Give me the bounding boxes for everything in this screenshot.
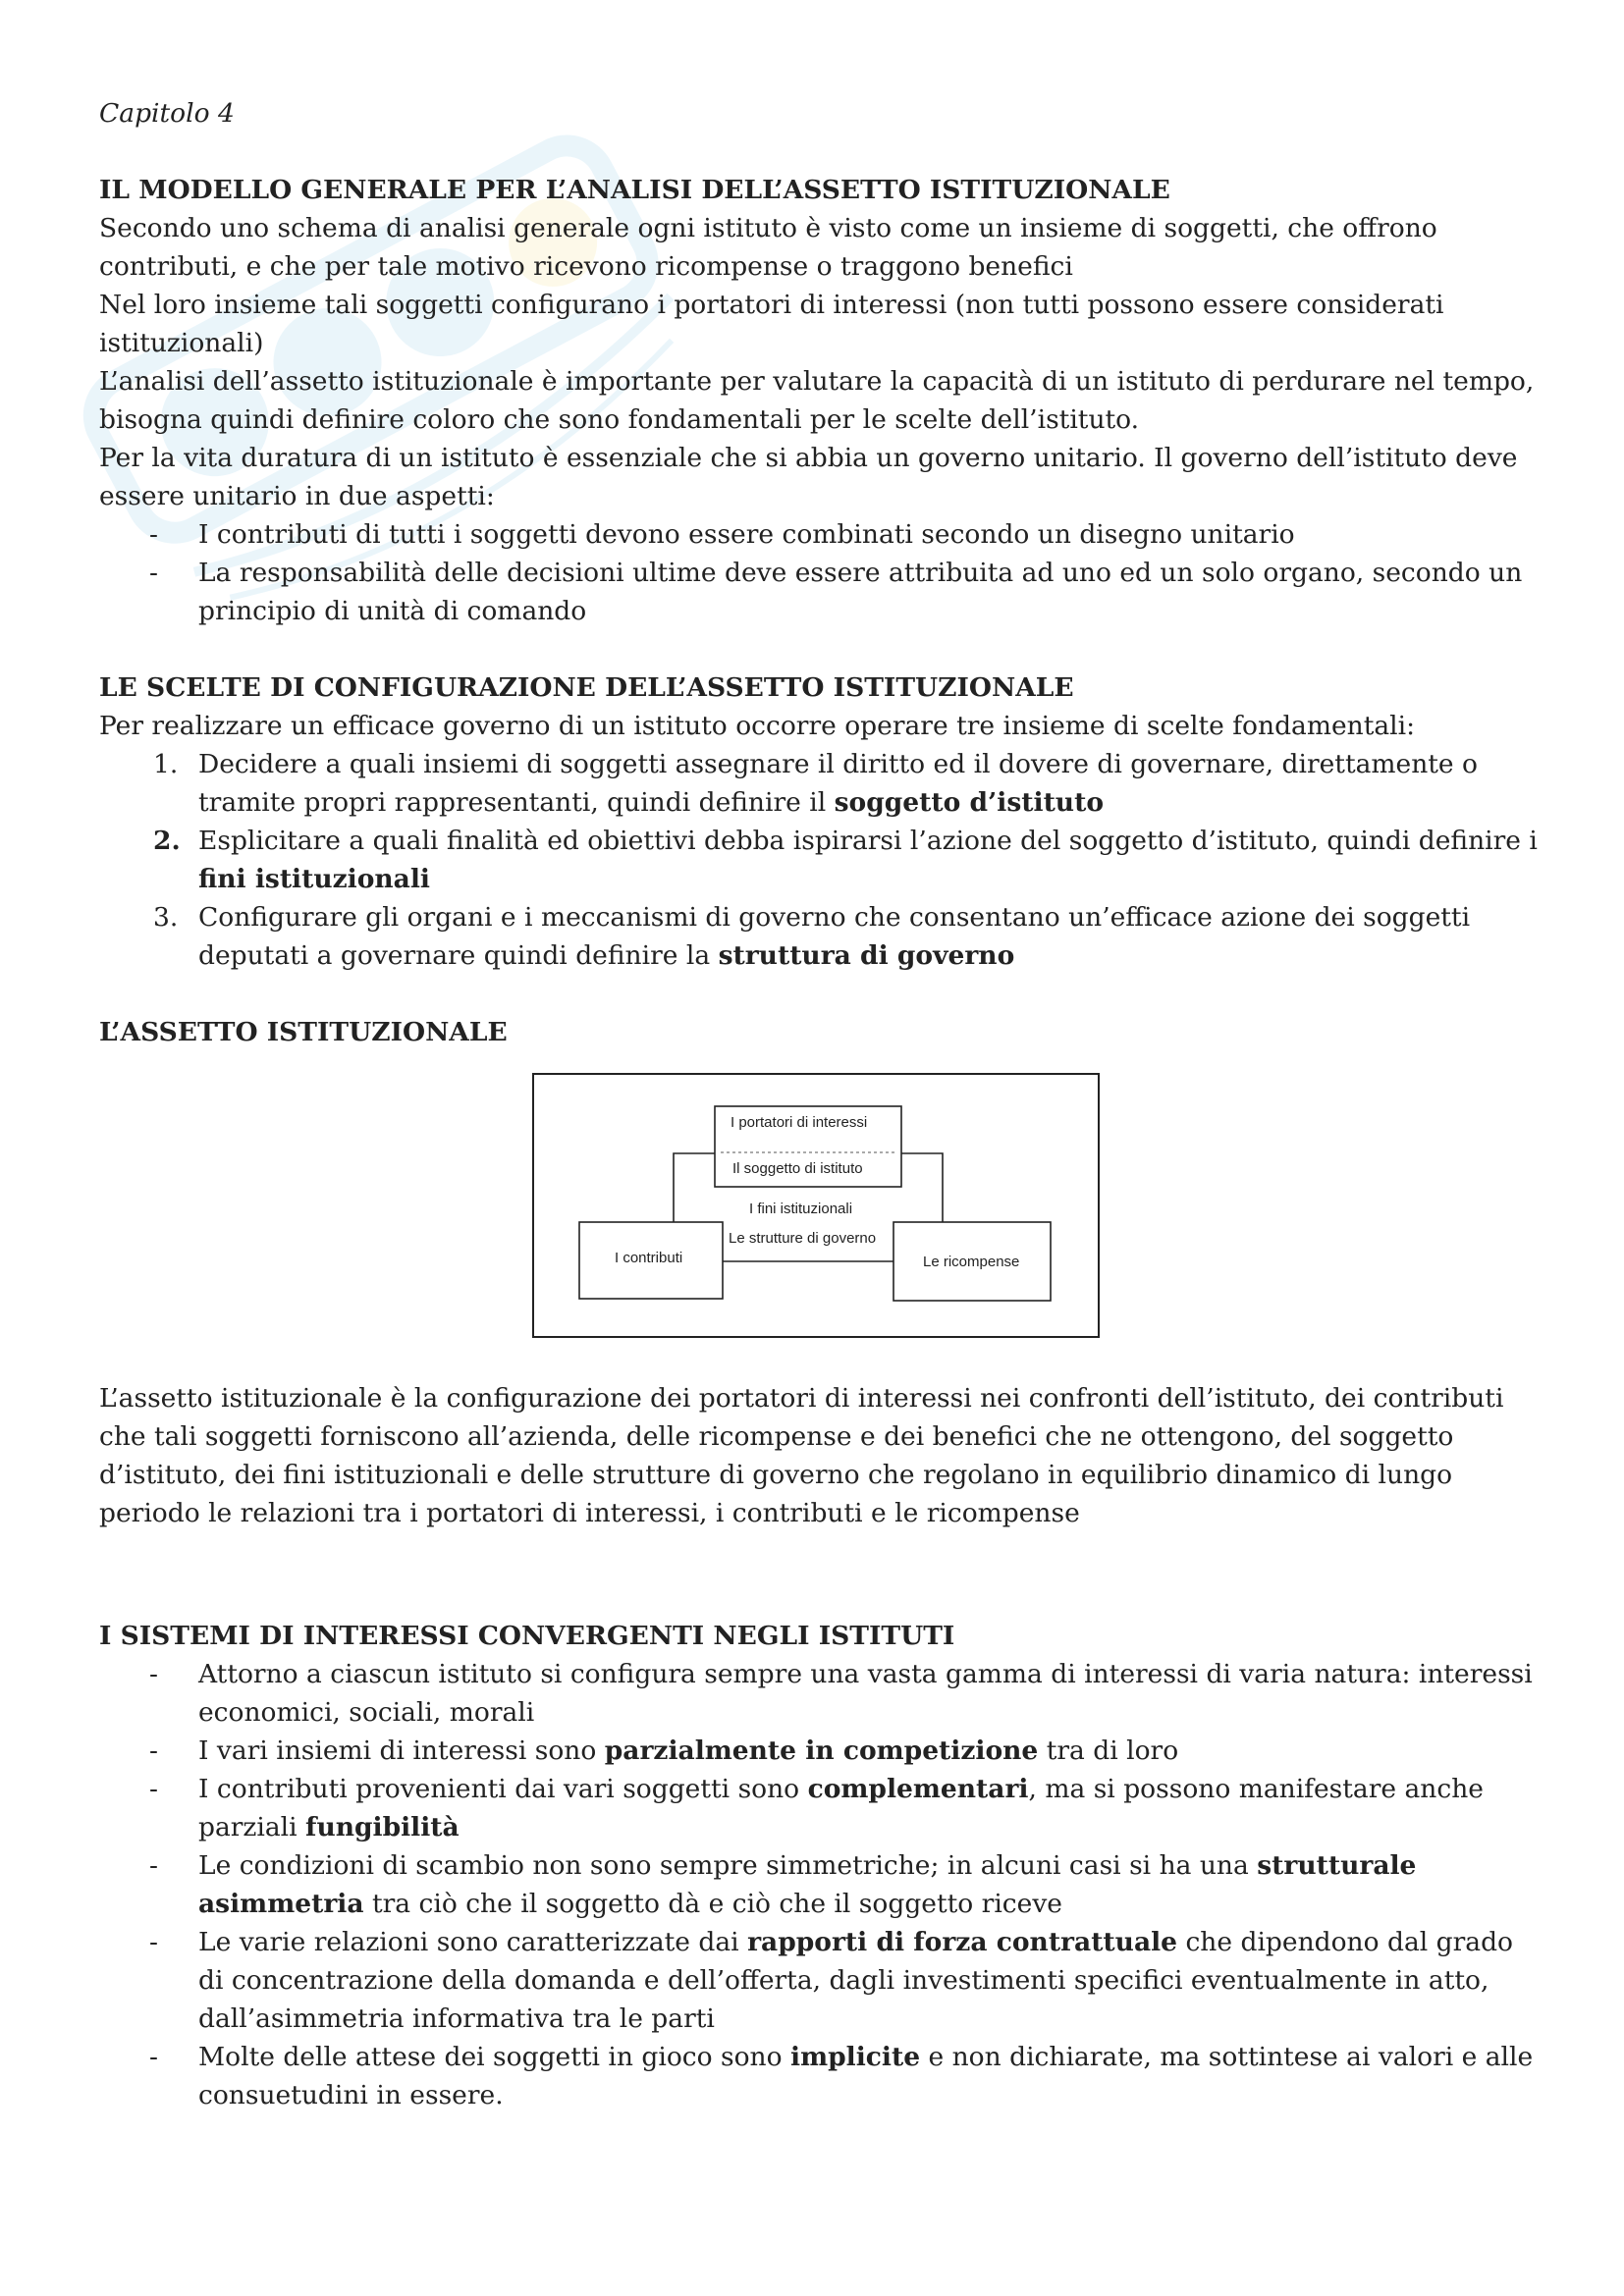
bullet-marker: - <box>149 519 158 550</box>
list-number: 3. <box>153 902 179 933</box>
chapter-label: Capitolo 4 <box>99 98 235 129</box>
paragraph: Nel loro insieme tali soggetti configurano i portatori di interessi (non tutti possono essere considerati istituzionali) <box>99 290 1444 358</box>
section-title: LE SCELTE DI CONFIGURAZIONE DELL’ASSETTO ISTITUZIONALE <box>99 672 1074 703</box>
list-item: - I vari insiemi di interessi sono parzialmente in competizione tra di loro <box>99 1732 1539 1770</box>
bullet-marker: - <box>149 2042 158 2072</box>
right-connector <box>901 1153 943 1222</box>
bullet-marker: - <box>149 1659 158 1689</box>
list-item: 3. Configurare gli organi e i meccanismi di governo che consentano un’efficace azione dei soggetti deputati a governare quindi definire la struttura di governo <box>99 898 1539 975</box>
document-body <box>99 94 1539 2114</box>
label-portatori: I portatori di interessi <box>731 1114 868 1131</box>
bullet-marker: - <box>149 1850 158 1881</box>
figure <box>99 1073 1539 1350</box>
paragraph: L’assetto istituzionale è la configurazione dei portatori di interessi nei confronti dell’istituto, dei contributi che tali soggetti forniscono all’azienda, delle ricompense e dei benefici che ne ottengono, del soggetto d’istituto, dei fini istituzionali e delle strutture di governo che regolano in equilibrio dinamico di lungo periodo le relazioni tra i portatori di interessi, i contributi e le ricompense <box>99 1383 1504 1528</box>
bullet-marker: - <box>149 558 158 588</box>
list-number: 1. <box>153 749 179 779</box>
label-soggetto: Il soggetto di istituto <box>732 1160 863 1177</box>
assetto-diagram <box>532 1073 1100 1338</box>
paragraph: Per la vita duratura di un istituto è essenziale che si abbia un governo unitario. Il governo dell’istituto deve essere unitario in due aspetti: <box>99 443 1518 511</box>
label-strutture: Le strutture di governo <box>729 1230 877 1247</box>
list-item: - I contributi provenienti dai vari soggetti sono complementari, ma si possono manifestare anche parziali fungibilità <box>99 1770 1539 1846</box>
section-title: L’ASSETTO ISTITUZIONALE <box>99 1017 508 1047</box>
bullet-list <box>99 515 1539 630</box>
list-item: - La responsabilità delle decisioni ultime deve essere attribuita ad uno ed un solo organo, secondo un principio di unità di comando <box>99 554 1539 630</box>
paragraph: Per realizzare un efficace governo di un istituto occorre operare tre insieme di scelte fondamentali: <box>99 711 1416 741</box>
list-item: - I contributi di tutti i soggetti devono essere combinati secondo un disegno unitario <box>99 515 1539 554</box>
bullet-marker: - <box>149 1735 158 1766</box>
paragraph: L’analisi dell’assetto istituzionale è importante per valutare la capacità di un istituto di perdurare nel tempo, bisogna quindi definire coloro che sono fondamentali per le scelte dell’istituto. <box>99 366 1535 435</box>
bullet-marker: - <box>149 1774 158 1804</box>
left-connector <box>674 1153 715 1222</box>
list-item: - Le varie relazioni sono caratterizzate dai rapporti di forza contrattuale che dipendono dal grado di concentrazione della domanda e dell’offerta, dagli investimenti specifici eventualmente in atto, dall’asimmetria informativa tra le parti <box>99 1923 1539 2038</box>
list-number: 2. <box>153 826 181 856</box>
paragraph: Secondo uno schema di analisi generale ogni istituto è visto come un insieme di soggetti, che offrono contributi, e che per tale motivo ricevono ricompense o traggono benefici <box>99 213 1437 282</box>
section-title: IL MODELLO GENERALE PER L’ANALISI DELL’ASSETTO ISTITUZIONALE <box>99 175 1170 205</box>
list-item: - Molte delle attese dei soggetti in gioco sono implicite e non dichiarate, ma sottintese ai valori e alle consuetudini in essere. <box>99 2038 1539 2114</box>
numbered-list <box>99 745 1539 975</box>
list-item: - Le condizioni di scambio non sono sempre simmetriche; in alcuni casi si ha una strutturale asimmetria tra ciò che il soggetto dà e ciò che il soggetto riceve <box>99 1846 1539 1923</box>
label-fini: I fini istituzionali <box>749 1201 853 1217</box>
label-ricompense: Le ricompense <box>923 1254 1020 1270</box>
list-item: 2. Esplicitare a quali finalità ed obiettivi debba ispirarsi l’azione del soggetto d’istituto, quindi definire i fini istituzionali <box>99 822 1539 898</box>
list-item: 1. Decidere a quali insiemi di soggetti assegnare il diritto ed il dovere di governare, direttamente o tramite propri rappresentanti, quindi definire il soggetto d’istituto <box>99 745 1539 822</box>
label-contributi: I contributi <box>615 1250 683 1266</box>
list-item: - Attorno a ciascun istituto si configura sempre una vasta gamma di interessi di varia natura: interessi economici, sociali, morali <box>99 1655 1539 1732</box>
section-title: I SISTEMI DI INTERESSI CONVERGENTI NEGLI ISTITUTI <box>99 1621 955 1651</box>
bullet-marker: - <box>149 1927 158 1957</box>
bullet-list <box>99 1655 1539 2114</box>
